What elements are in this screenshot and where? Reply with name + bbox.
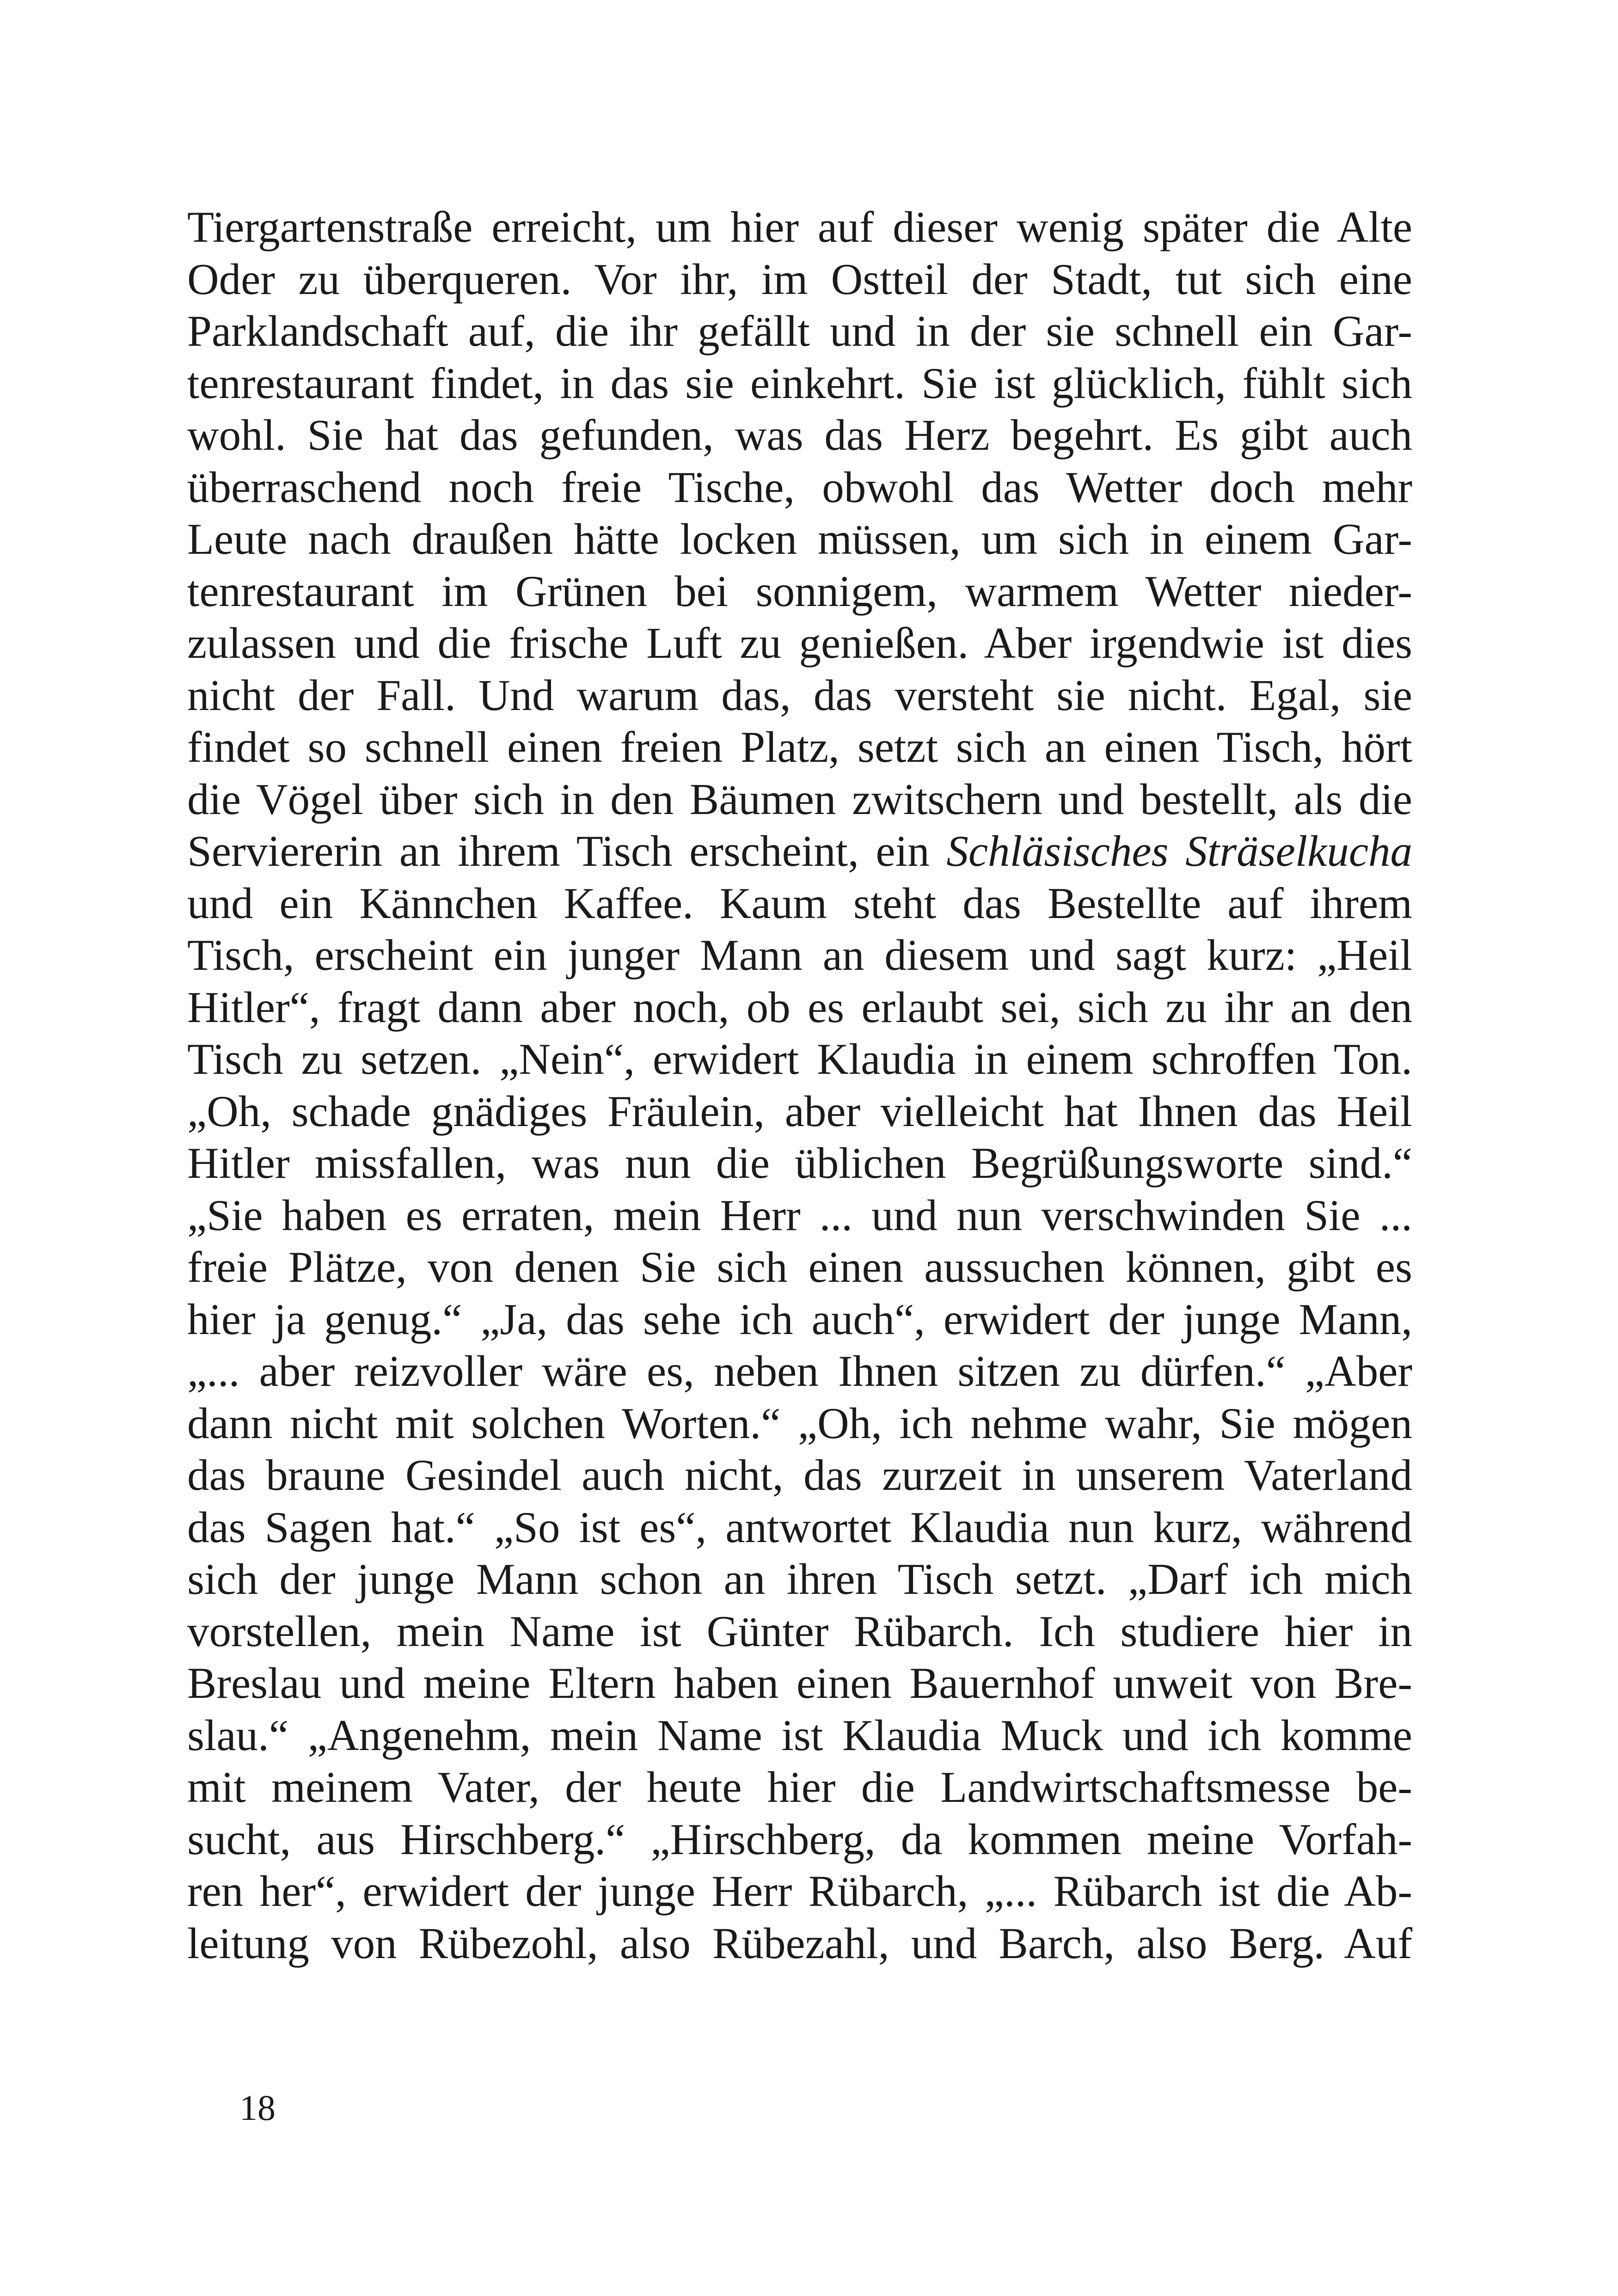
text-line: die Vögel über sich in den Bäumen zwitschern und bestellt, als die bbox=[187, 774, 1412, 824]
page-number: 18 bbox=[239, 2088, 276, 2128]
text-line-with-italic bbox=[187, 825, 1412, 877]
text-line: Hitler“, fragt dann aber noch, ob es erlaubt sei, sich zu ihr an den bbox=[187, 982, 1412, 1032]
text-line: freie Plätze, von denen Sie sich einen aussuchen können, gibt es bbox=[187, 1243, 1412, 1292]
text-line: ren her“, erwidert der junge Herr Rübarch, „... Rübarch ist die Ab- bbox=[187, 1867, 1412, 1916]
text-line: tenrestaurant findet, in das sie einkehrt. Sie ist glücklich, fühlt sich bbox=[187, 358, 1412, 408]
text-line: hier ja genug.“ „Ja, das sehe ich auch“, erwidert der junge Mann, bbox=[187, 1294, 1412, 1344]
text-line: sucht, aus Hirschberg.“ „Hirschberg, da kommen meine Vorfah- bbox=[187, 1814, 1412, 1864]
text-line: das braune Gesindel auch nicht, das zurzeit in unserem Vaterland bbox=[187, 1451, 1412, 1500]
text-line: sich der junge Mann schon an ihren Tisch setzt. „Darf ich mich bbox=[187, 1555, 1412, 1604]
text-line: Tiergartenstraße erreicht, um hier auf dieser wenig später die Alte bbox=[187, 202, 1412, 251]
text-line: das Sagen hat.“ „So ist es“, antwortet Klaudia nun kurz, während bbox=[187, 1502, 1412, 1552]
text-line: wohl. Sie hat das gefunden, was das Herz begehrt. Es gibt auch bbox=[187, 410, 1412, 459]
text-line: nicht der Fall. Und warum das, das versteht sie nicht. Egal, sie bbox=[187, 670, 1412, 720]
text-line: Oder zu überqueren. Vor ihr, im Ostteil der Stadt, tut sich eine bbox=[187, 254, 1412, 304]
text-line: Leute nach draußen hätte locken müssen, um sich in einem Gar- bbox=[187, 514, 1412, 563]
text-line: Tisch zu setzen. „Nein“, erwidert Klaudia in einem schroffen Ton. bbox=[187, 1035, 1412, 1084]
italic-phrase: Schläsisches Sträselkucha bbox=[946, 827, 1412, 876]
text-line: leitung von Rübezohl, also Rübezahl, und Barch, also Berg. Auf bbox=[187, 1918, 1412, 1968]
text-line: „... aber reizvoller wäre es, neben Ihnen sitzen zu dürfen.“ „Aber bbox=[187, 1347, 1412, 1396]
text-line: Tisch, erscheint ein junger Mann an diesem und sagt kurz: „Heil bbox=[187, 931, 1412, 980]
text-line: mit meinem Vater, der heute hier die Landwirtschaftsmesse be- bbox=[187, 1763, 1412, 1812]
text-line: zulassen und die frische Luft zu genießen. Aber irgendwie ist dies bbox=[187, 618, 1412, 667]
text-line: Hitler missfallen, was nun die üblichen Begrüßungsworte sind.“ bbox=[187, 1139, 1412, 1188]
text-line-start: Serviererin an ihrem Tisch erscheint, ein bbox=[187, 827, 947, 876]
body-text bbox=[187, 201, 1412, 1969]
text-line: slau.“ „Angenehm, mein Name ist Klaudia Muck und ich komme bbox=[187, 1710, 1412, 1760]
text-line: dann nicht mit solchen Worten.“ „Oh, ich nehme wahr, Sie mögen bbox=[187, 1398, 1412, 1448]
text-line: und ein Kännchen Kaffee. Kaum steht das Bestellte auf ihrem bbox=[187, 878, 1412, 928]
text-line: „Oh, schade gnädiges Fräulein, aber vielleicht hat Ihnen das Heil bbox=[187, 1086, 1412, 1136]
text-line: Parklandschaft auf, die ihr gefällt und in der sie schnell ein Gar- bbox=[187, 306, 1412, 355]
text-line: findet so schnell einen freien Platz, setzt sich an einen Tisch, hört bbox=[187, 722, 1412, 771]
text-line: Breslau und meine Eltern haben einen Bauernhof unweit von Bre- bbox=[187, 1659, 1412, 1708]
text-line: „Sie haben es erraten, mein Herr ... und nun verschwinden Sie ... bbox=[187, 1190, 1412, 1240]
text-line: vorstellen, mein Name ist Günter Rübarch. Ich studiere hier in bbox=[187, 1606, 1412, 1656]
text-line: tenrestaurant im Grünen bei sonnigem, warmem Wetter nieder- bbox=[187, 566, 1412, 616]
text-line: überraschend noch freie Tische, obwohl das Wetter doch mehr bbox=[187, 462, 1412, 512]
